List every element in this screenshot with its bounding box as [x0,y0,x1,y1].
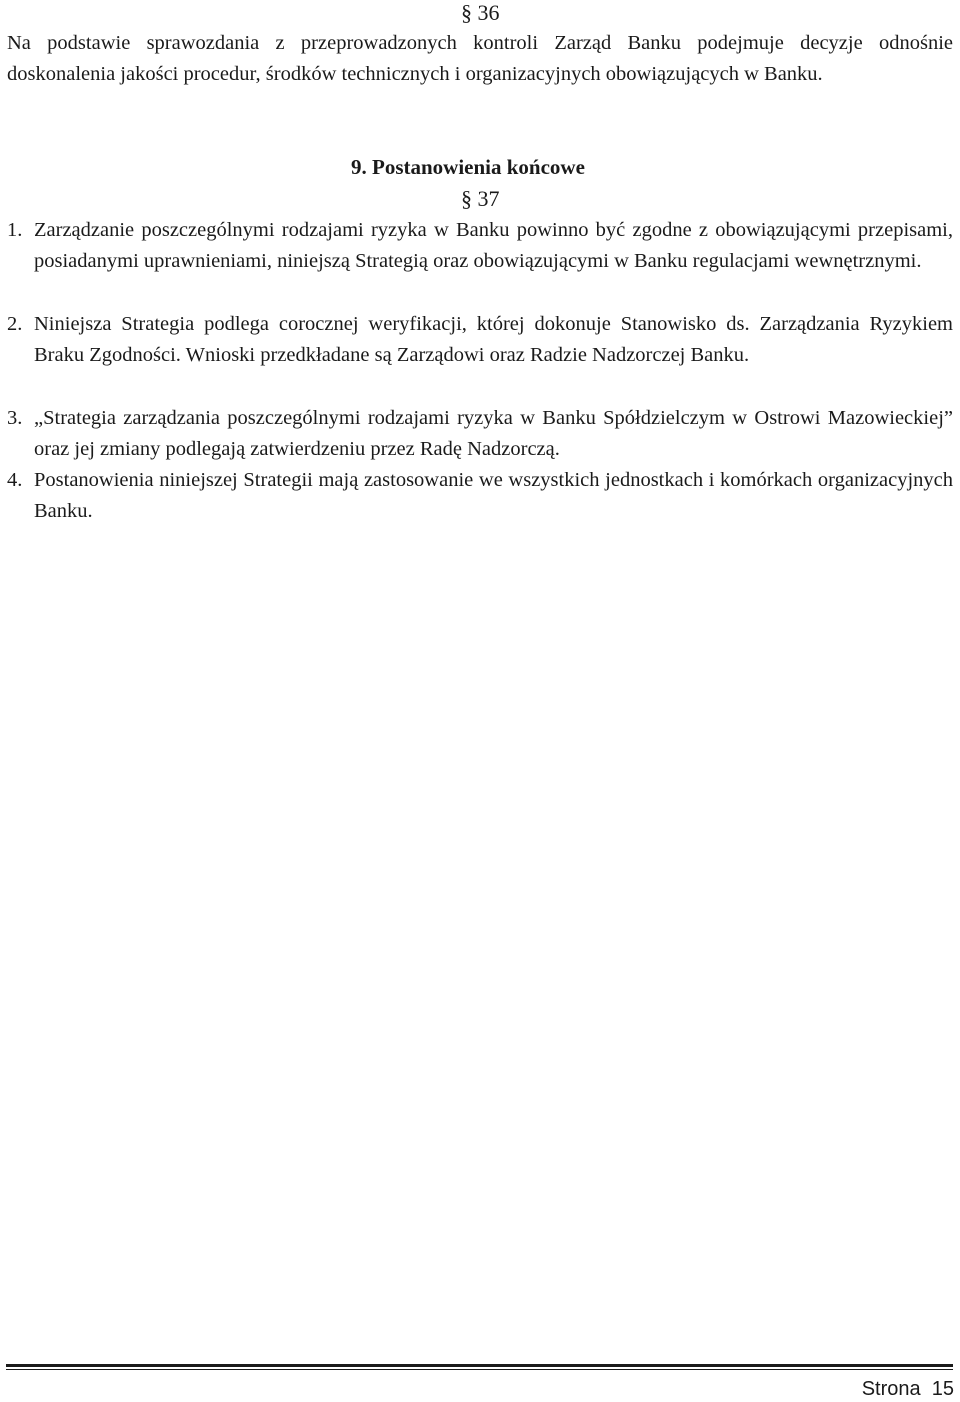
section-36-paragraph: Na podstawie sprawozdania z przeprowadzonych kontroli Zarząd Banku podejmuje decyzje odnośnie doskonalenia jakości procedur, środków technicznych i organizacyjnych obowiązujących w Banku. [7,32,953,85]
list-item-number: 1. [7,219,23,241]
list-item-text: Zarządzanie poszczególnymi rodzajami ryzyka w Banku powinno być zgodne z obowiązującymi przepisami, posiadanymi uprawnieniami, niniejszą Strategią oraz obowiązującymi w Banku regulacjami wewnętrznymi. [34,219,953,272]
section-symbol-37: § 37 [461,186,500,211]
list-item [7,215,953,277]
page-label: Strona [861,1378,927,1400]
footer-rule-thin [6,1369,953,1370]
list-item-text: Niniejsza Strategia podlega corocznej weryfikacji, której dokonuje Stanowisko ds. Zarządzania Ryzykiem Braku Zgodności. Wnioski przedkładane są Zarządowi oraz Radzie Nadzorczej Banku. [34,313,953,366]
list-item-text: „Strategia zarządzania poszczególnymi rodzajami ryzyka w Banku Spółdzielczym w Ostrowi Mazowieckiej” oraz jej zmiany podlegają zatwierdzeniu przez Radę Nadzorczą. [34,407,953,460]
page-number [862,1376,954,1402]
list-item-number: 4. [7,469,23,491]
footer-rule [6,1364,953,1367]
chapter-heading: 9. Postanowienia końcowe [351,155,585,179]
section-symbol-36: § 36 [461,0,500,25]
list-item [7,465,953,527]
list-item [7,403,953,465]
page-number-value: 15 [931,1378,954,1400]
list-item-number: 2. [7,313,23,335]
list-item-text: Postanowienia niniejszej Strategii mają zastosowanie we wszystkich jednostkach i komórkach organizacyjnych Banku. [34,469,953,522]
list-item [7,309,953,371]
list-item-number: 3. [7,407,23,429]
